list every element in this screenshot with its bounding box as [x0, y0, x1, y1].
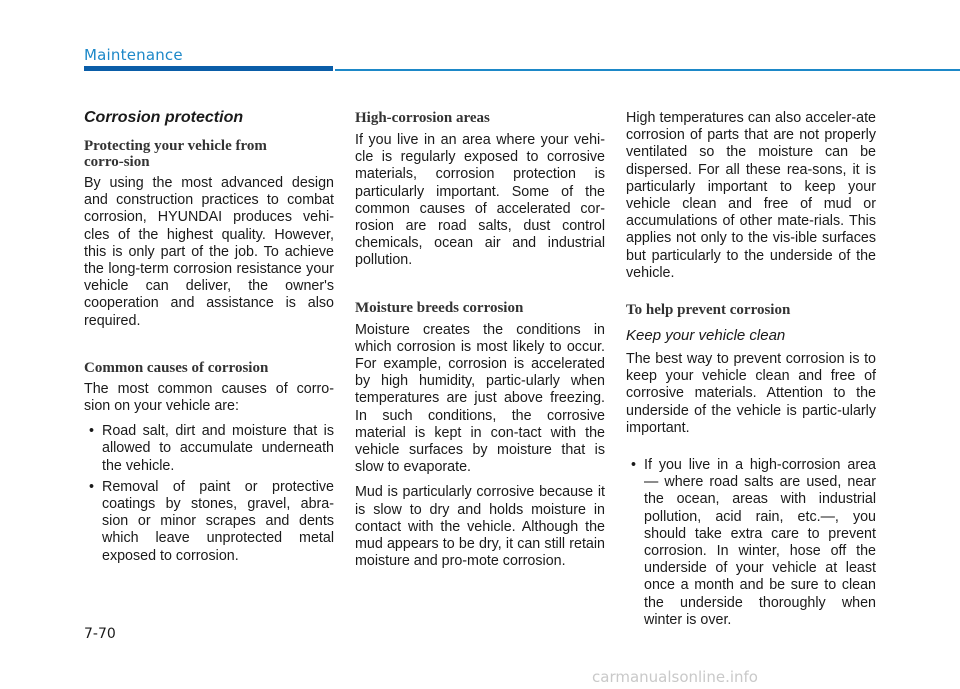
subheading-protecting: Protecting your vehicle from corro-sion — [84, 138, 267, 170]
subheading-high-corrosion: High-corrosion areas — [355, 110, 490, 126]
paragraph-high-corrosion: If you live in an area where your vehi-cle is regularly exposed to corrosive materials, corrosion protection is particularly important. Some of the common causes of accelerated cor-rosion are road salts, dust control chemicals, ocean air and industrial pollution. — [355, 132, 605, 269]
subheading-prevent: To help prevent corrosion — [626, 302, 791, 319]
paragraph-causes: The most common causes of corro-sion on your vehicle are: — [84, 380, 334, 415]
header-rule-thick — [84, 66, 333, 71]
paragraph-keep-clean: The best way to prevent corrosion is to keep your vehicle clean and free of corrosive materials. Attention to the underside of the vehicle is partic-ularly important. — [626, 351, 876, 436]
paragraph-moisture-2: Mud is particularly corrosive because it is slow to dry and holds moisture in contact with the vehicle. Although the mud appears to be dry, it can still retain moisture and pro-mote corrosion. — [355, 484, 605, 570]
list-item: • Removal of paint or protective coatings by stones, gravel, abra-sion or minor scrapes and dents which leave unprotected metal exposed to corrosion. — [84, 479, 334, 565]
watermark: carmanualsonline.info — [592, 668, 758, 686]
paragraph-protecting: By using the most advanced design and construction practices to combat corrosion, HYUNDAI produces vehi-cles of the highest quality. However, this is only part of the job. To achieve the long-term corrosion resistance your vehicle can deliver, the owner's cooperation and assistance is also required. — [84, 175, 334, 329]
column-1 — [84, 108, 334, 569]
column-3 — [626, 108, 876, 633]
paragraph-moisture-1: Moisture creates the conditions in which corrosion is most likely to occur. For example, corrosion is accelerated by high humidity, partic-ularly when temperatures are just above freezing. In such conditions, the corrosive material is kept in con-tact with the vehicle surfaces by moisture that is slow to evaporate. — [355, 321, 605, 476]
paragraph-temperatures: High temperatures can also acceler-ate corrosion of parts that are not properly ventilated so the moisture can be dispersed. For all these rea-sons, it is particularly important to keep your vehicle clean and free of mud or accumulations of other mate-rials. This applies not only to the vis-ible surfaces but particularly to the underside of the vehicle. — [626, 110, 876, 281]
list-item: • If you live in a high-corrosion area — where road salts are used, near the ocean, areas with industrial pollution, acid rain, etc.—, you should take extra care to prevent corrosion. In winter, hose off the underside of your vehicle at least once a month and be sure to clean the underside thoroughly when winter is over. — [626, 457, 876, 629]
column-2 — [355, 108, 605, 578]
causes-list — [84, 423, 334, 565]
prevention-list — [626, 457, 876, 629]
subheading-keep-clean: Keep your vehicle clean — [626, 327, 786, 345]
page-number: 7-70 — [84, 626, 116, 642]
subheading-causes: Common causes of corrosion — [84, 359, 269, 376]
page-heading: Corrosion protection — [84, 109, 244, 126]
subheading-moisture: Moisture breeds corrosion — [355, 299, 524, 316]
section-title: Maintenance — [84, 46, 183, 64]
header-rule-thin — [335, 69, 960, 71]
list-item: • Road salt, dirt and moisture that is allowed to accumulate underneath the vehicle. — [84, 423, 334, 475]
